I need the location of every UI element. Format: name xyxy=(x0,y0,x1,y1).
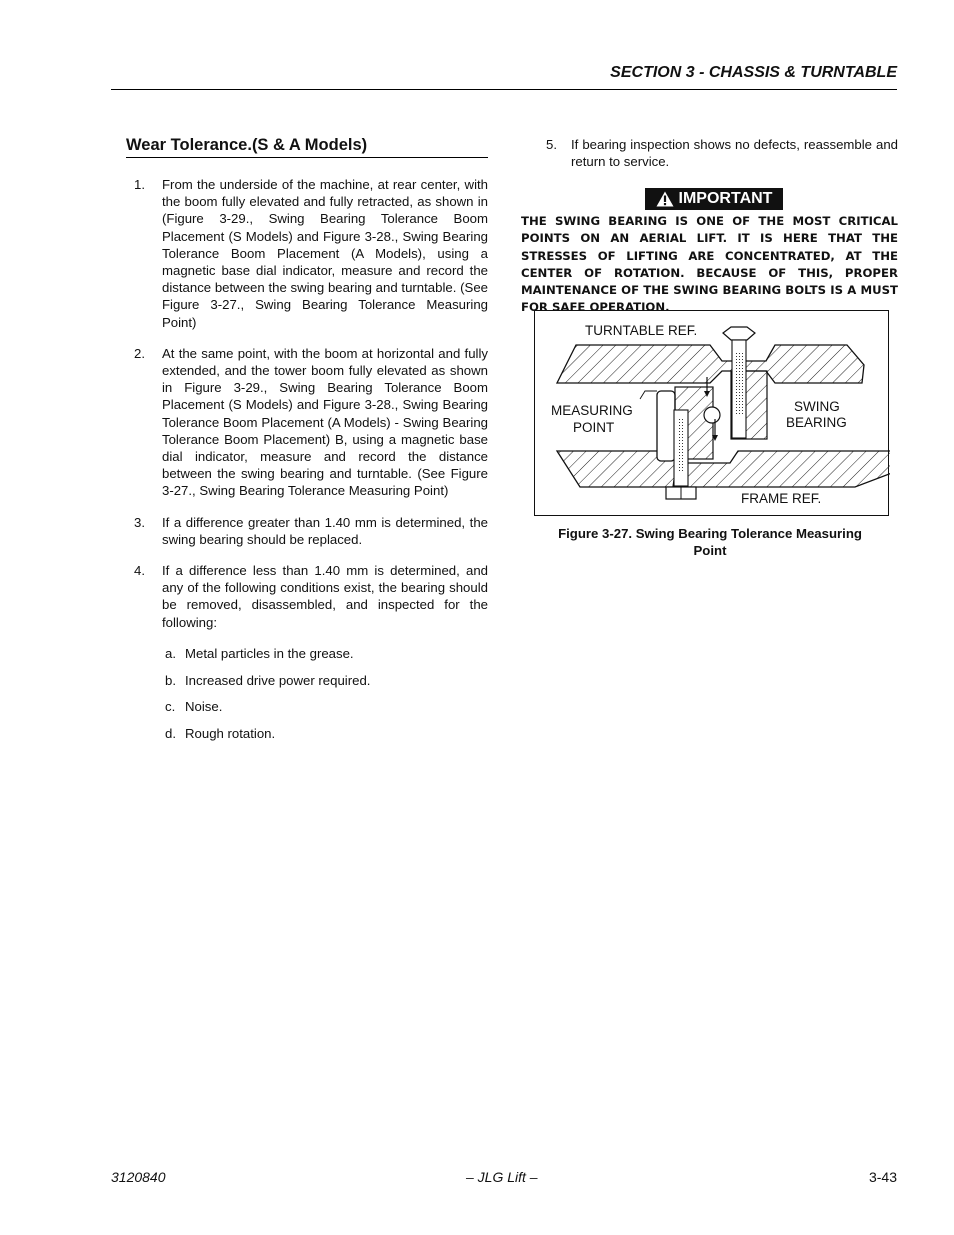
substep-text: Rough rotation. xyxy=(185,726,276,742)
bearing-ball xyxy=(704,407,720,423)
step-number: 3. xyxy=(134,514,145,530)
substep-letter: d. xyxy=(165,726,176,742)
substep-c xyxy=(165,698,488,715)
step-text: If a difference less than 1.40 mm is determined, and any of the following conditions exist, the bearing should be removed, disassembled, and inspected for the following: xyxy=(162,563,488,630)
measuring-point-label-line2: POINT xyxy=(573,420,615,435)
substep-letter: b. xyxy=(165,672,176,688)
important-warning-text: THE SWING BEARING IS ONE OF THE MOST CRITICAL POINTS ON AN AERIAL LIFT. IT IS HERE THAT THE STRESSES OF LIFTING ARE CONCENTRATED, AT THE CENTER OF ROTATION. BECAUSE OF THIS, PROPER MAINTENANCE OF THE SWING BEARING BOLTS IS A MUST FOR SAFE OPERATION. xyxy=(521,214,898,315)
section-heading: Wear Tolerance.(S & A Models) xyxy=(126,136,368,154)
substep-letter: c. xyxy=(165,699,176,715)
important-label: IMPORTANT xyxy=(678,190,773,207)
substep-text: Metal particles in the grease. xyxy=(185,645,354,661)
header-rule xyxy=(111,89,897,90)
figure-caption-line2: Point xyxy=(693,543,727,558)
turntable-plate xyxy=(557,345,864,383)
footer-doc-number: 3120840 xyxy=(111,1169,166,1185)
footer-publisher: – JLG Lift – xyxy=(466,1169,538,1185)
inner-ring xyxy=(657,391,675,461)
warning-icon xyxy=(656,191,674,207)
substep-letter: a. xyxy=(165,645,176,661)
step-number: 5. xyxy=(546,137,557,152)
measuring-point-leader xyxy=(640,391,657,399)
frame-plate xyxy=(557,451,890,487)
step-4 xyxy=(134,562,488,631)
left-column xyxy=(134,176,488,752)
step-5 xyxy=(546,136,898,170)
substep-d xyxy=(165,725,488,742)
swing-bearing-label-line1: SWING xyxy=(794,399,840,414)
top-bolt-head xyxy=(723,327,755,340)
turntable-ref-label: TURNTABLE REF. xyxy=(585,323,698,338)
step-text: If bearing inspection shows no defects, reassemble and return to service. xyxy=(571,137,898,170)
section-title: SECTION 3 - CHASSIS & TURNTABLE xyxy=(610,64,897,81)
step-text: If a difference greater than 1.40 mm is determined, the swing bearing should be replaced. xyxy=(162,514,488,547)
swing-bearing-figure xyxy=(534,310,889,516)
swing-bearing-label-line2: BEARING xyxy=(786,415,847,430)
step-2 xyxy=(134,345,488,500)
step-number: 2. xyxy=(134,345,145,361)
footer-page-number: 3-43 xyxy=(868,1169,897,1185)
step-3 xyxy=(134,514,488,548)
top-bolt-thread xyxy=(735,353,743,415)
step-1 xyxy=(134,176,488,331)
step-text: At the same point, with the boom at horizontal and fully extended, and the tower boom fully elevated as shown in Figure 3-29., Swing Bearing Tolerance Boom Placement (S Models) and Figure 3-28., Swing Bearing Tolerance Boom Placement (A Models) - Swing Bearing Tolerance Boom Placement) B, using a magnetic base dial indicator, measure and record the distance between the swing bearing and turntable. (See Figure 3-27., Swing Bearing Tolerance Measuring Point) xyxy=(162,345,488,499)
bottom-bolt-thread xyxy=(677,419,685,473)
step-number: 4. xyxy=(134,563,145,579)
heading-rule xyxy=(126,157,488,158)
important-badge xyxy=(645,188,783,210)
substep-b xyxy=(165,672,488,689)
figure-caption xyxy=(540,525,880,559)
figure-caption-line1: Figure 3-27. Swing Bearing Tolerance Measuring xyxy=(558,526,862,541)
step-text: From the underside of the machine, at rear center, with the boom fully elevated and fully retracted, as shown in (Figure 3-29., Swing Bearing Tolerance Boom Placement (S Models) and Figure 3-28., Swing Bearing Tolerance Boom Placement (A Models), using a magnetic base dial indicator, measure and record the distance between the swing bearing and turntable. (See Figure 3-27., Swing Bearing Tolerance Measuring Point) xyxy=(162,177,488,330)
substep-text: Increased drive power required. xyxy=(185,672,371,688)
step-number: 1. xyxy=(134,177,145,192)
substep-text: Noise. xyxy=(185,699,223,715)
frame-ref-label: FRAME REF. xyxy=(741,491,822,506)
substep-a xyxy=(165,645,488,662)
right-column xyxy=(546,136,898,184)
measuring-point-label-line1: MEASURING xyxy=(551,403,633,418)
